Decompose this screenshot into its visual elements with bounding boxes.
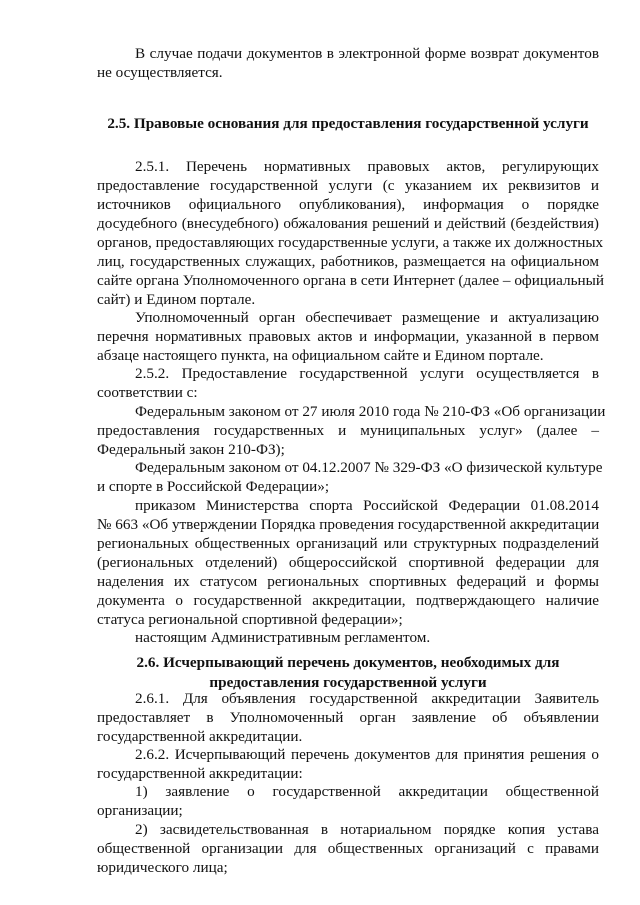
section-2-5-line: (региональных отделений) общероссийской спортивной федерации для — [97, 554, 599, 571]
section-2-5-line: Федеральным законом от 27 июля 2010 года № 210-ФЗ «Об организации — [135, 403, 606, 420]
section-2-5-line: 2.5.2. Предоставление государственной услуги осуществляется в — [135, 365, 599, 382]
section-2-5-line: и спорте в Российской Федерации»; — [97, 478, 330, 495]
section-2-6-line: государственной аккредитации: — [97, 765, 303, 782]
section-2-6-line: предоставляет в Уполномоченный орган заявление об объявлении — [97, 709, 599, 726]
section-2-5-heading: 2.5. Правовые основания для предоставления государственной услуги — [107, 115, 589, 132]
section-2-6-line: 2.6.1. Для объявления государственной аккредитации Заявитель — [135, 690, 599, 707]
section-2-6-heading-line-1: 2.6. Исчерпывающий перечень документов, необходимых для — [136, 654, 560, 671]
section-2-5-line: 2.5.1. Перечень нормативных правовых актов, регулирующих — [135, 158, 599, 175]
section-2-5-line: досудебного (внесудебного) обжалования решений и действий (бездействия) — [97, 215, 599, 232]
section-2-6-heading-line-2: предоставления государственной услуги — [209, 674, 487, 691]
section-2-5-line: Федеральным законом от 04.12.2007 № 329-ФЗ «О физической культуре — [135, 459, 603, 476]
section-2-6-line: 1) заявление о государственной аккредитации общественной — [135, 783, 599, 800]
section-2-6-line: организации; — [97, 802, 183, 819]
section-2-5-line: лиц, государственных служащих, работников, размещается на официальном — [97, 253, 599, 270]
section-2-5-line: сайте органа Уполномоченного органа в сети Интернет (далее – официальный — [97, 272, 604, 289]
section-2-6-line: общественной организации для общественных организаций с правами — [97, 840, 599, 857]
section-2-5-line: настоящим Административным регламентом. — [135, 629, 431, 646]
section-2-5-line: статуса региональной спортивной федерации»; — [97, 611, 403, 628]
intro-line-2: не осуществляется. — [97, 64, 223, 81]
section-2-5-line: документа о государственной аккредитации, подтверждающего наличие — [97, 592, 599, 609]
section-2-5-line: предоставления государственных и муниципальных услуг» (далее – — [97, 422, 599, 439]
section-2-5-line: наделения их статусом региональных спортивных федераций и формы — [97, 573, 599, 590]
section-2-5-line: источников официального опубликования), информация о порядке — [97, 196, 599, 213]
section-2-5-line: абзаце настоящего пункта, на официальном сайте и Едином портале. — [97, 347, 544, 364]
section-2-5-line: перечня нормативных правовых актов и информации, указанной в первом — [97, 328, 599, 345]
section-2-6-line: 2) засвидетельствованная в нотариальном порядке копия устава — [135, 821, 599, 838]
section-2-6-line: 2.6.2. Исчерпывающий перечень документов для принятия решения о — [135, 746, 599, 763]
section-2-5-line: Уполномоченный орган обеспечивает размещение и актуализацию — [135, 309, 599, 326]
section-2-5-line: № 663 «Об утверждении Порядка проведения государственной аккредитации — [97, 516, 600, 533]
intro-line-1: В случае подачи документов в электронной форме возврат документов — [135, 45, 599, 62]
section-2-6-line: государственной аккредитации. — [97, 728, 303, 745]
section-2-5-line: предоставление государственной услуги (с указанием их реквизитов и — [97, 177, 599, 194]
section-2-5-line: приказом Министерства спорта Российской Федерации 01.08.2014 — [135, 497, 599, 514]
section-2-5-line: сайт) и Едином портале. — [97, 291, 256, 308]
section-2-5-line: органов, предоставляющих государственные услуги, а также их должностных — [97, 234, 604, 251]
section-2-5-line: соответствии с: — [97, 384, 198, 401]
section-2-5-line: региональных общественных организаций или структурных подразделений — [97, 535, 599, 552]
section-2-6-line: юридического лица; — [97, 859, 228, 876]
section-2-5-line: Федеральный закон 210-ФЗ); — [97, 441, 285, 458]
